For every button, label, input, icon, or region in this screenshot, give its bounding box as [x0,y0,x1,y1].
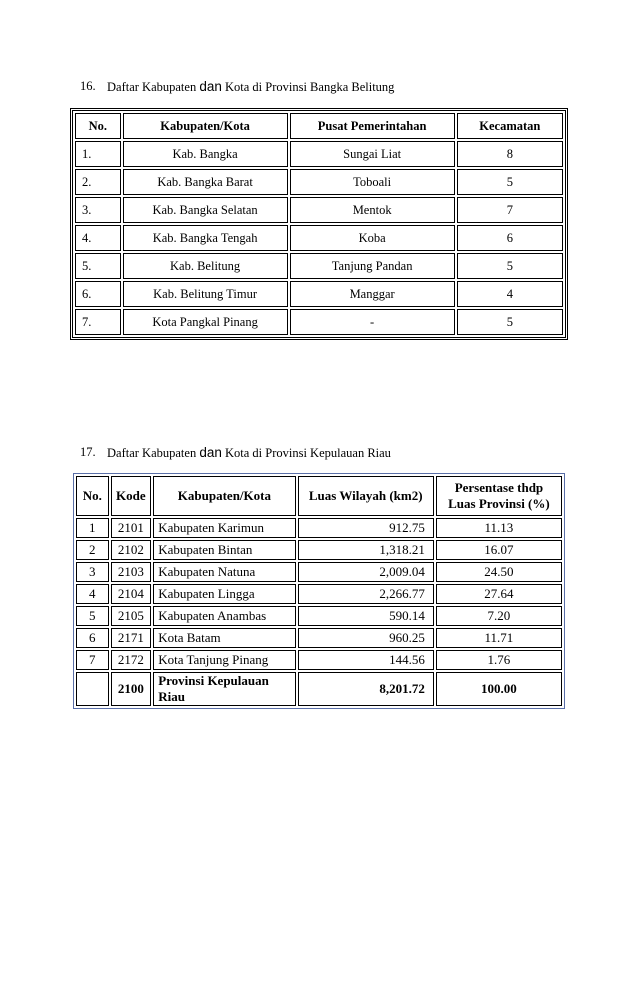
table-row [75,309,563,335]
cell-provinsi: Provinsi Kepulauan Riau [153,672,295,706]
cell-no: 4. [75,225,121,251]
table-row [75,225,563,251]
cell-no: 1 [76,518,109,538]
header-no: No. [75,113,121,139]
total-row [76,672,562,706]
cell-kabupaten: Kab. Bangka Barat [123,169,288,195]
cell-luas: 2,266.77 [298,584,434,604]
cell-kabupaten: Kabupaten Karimun [153,518,295,538]
cell-kabupaten: Kabupaten Bintan [153,540,295,560]
table-header-row [75,113,563,139]
cell-pusat: Manggar [290,281,455,307]
section-17-title: Daftar Kabupaten dan Kota di Provinsi Kepulauan Riau [107,445,391,460]
header-kabupaten-kota: Kabupaten/Kota [153,476,295,516]
cell-luas: 1,318.21 [298,540,434,560]
header-kabupaten-kota: Kabupaten/Kota [123,113,288,139]
cell-no: 2. [75,169,121,195]
cell-luas: 960.25 [298,628,434,648]
cell-no: 7. [75,309,121,335]
cell-pusat: Mentok [290,197,455,223]
cell-kabupaten: Kab. Bangka Tengah [123,225,288,251]
cell-pusat: - [290,309,455,335]
cell-persentase: 7.20 [436,606,562,626]
cell-kode: 2102 [111,540,152,560]
cell-kode: 2105 [111,606,152,626]
cell-kode: 2101 [111,518,152,538]
cell-kecamatan: 5 [457,169,563,195]
cell-total-persentase: 100.00 [436,672,562,706]
cell-persentase: 11.13 [436,518,562,538]
cell-kode: 2104 [111,584,152,604]
table-row [76,562,562,582]
cell-kecamatan: 7 [457,197,563,223]
cell-persentase: 24.50 [436,562,562,582]
cell-no: 6 [76,628,109,648]
cell-kecamatan: 6 [457,225,563,251]
cell-no: 3. [75,197,121,223]
table-row [76,606,562,626]
table-row [75,197,563,223]
table-row [75,141,563,167]
cell-luas: 2,009.04 [298,562,434,582]
header-luas-wilayah: Luas Wilayah (km2) [298,476,434,516]
cell-persentase: 11.71 [436,628,562,648]
table-row [76,540,562,560]
section-16-number: 16. [80,79,96,93]
table-row [76,628,562,648]
cell-persentase: 16.07 [436,540,562,560]
cell-no: 2 [76,540,109,560]
cell-kabupaten: Kabupaten Anambas [153,606,295,626]
cell-luas: 912.75 [298,518,434,538]
table-row [75,253,563,279]
cell-kabupaten: Kab. Belitung [123,253,288,279]
header-persentase: Persentase thdp Luas Provinsi (%) [436,476,562,516]
cell-no: 4 [76,584,109,604]
cell-kabupaten: Kab. Bangka [123,141,288,167]
table-header-row [76,476,562,516]
cell-kecamatan: 5 [457,253,563,279]
table-row [75,281,563,307]
cell-kecamatan: 8 [457,141,563,167]
cell-kabupaten: Kab. Belitung Timur [123,281,288,307]
cell-kode: 2171 [111,628,152,648]
cell-kode: 2100 [111,672,152,706]
cell-kabupaten: Kota Batam [153,628,295,648]
cell-persentase: 1.76 [436,650,562,670]
cell-pusat: Koba [290,225,455,251]
cell-pusat: Toboali [290,169,455,195]
cell-persentase: 27.64 [436,584,562,604]
cell-total-luas: 8,201.72 [298,672,434,706]
cell-kode: 2172 [111,650,152,670]
cell-no: 3 [76,562,109,582]
table-row [76,650,562,670]
cell-pusat: Tanjung Pandan [290,253,455,279]
table-row [76,584,562,604]
table-row [76,518,562,538]
kepulauan-riau-table [73,473,565,709]
cell-pusat: Sungai Liat [290,141,455,167]
cell-kabupaten: Kab. Bangka Selatan [123,197,288,223]
header-no: No. [76,476,109,516]
cell-kecamatan: 4 [457,281,563,307]
cell-kabupaten: Kabupaten Lingga [153,584,295,604]
cell-no: 5. [75,253,121,279]
cell-kode: 2103 [111,562,152,582]
cell-kabupaten: Kota Pangkal Pinang [123,309,288,335]
cell-kabupaten: Kabupaten Natuna [153,562,295,582]
table-row [75,169,563,195]
cell-no: 6. [75,281,121,307]
cell-luas: 590.14 [298,606,434,626]
cell-no: 1. [75,141,121,167]
cell-no [76,672,109,706]
header-kode: Kode [111,476,152,516]
header-pusat-pemerintahan: Pusat Pemerintahan [290,113,455,139]
cell-no: 7 [76,650,109,670]
section-17-number: 17. [80,445,96,459]
cell-no: 5 [76,606,109,626]
cell-luas: 144.56 [298,650,434,670]
header-kecamatan: Kecamatan [457,113,563,139]
cell-kabupaten: Kota Tanjung Pinang [153,650,295,670]
cell-kecamatan: 5 [457,309,563,335]
bangka-belitung-table [70,108,568,340]
section-16-title: Daftar Kabupaten dan Kota di Provinsi Bangka Belitung [107,79,395,94]
